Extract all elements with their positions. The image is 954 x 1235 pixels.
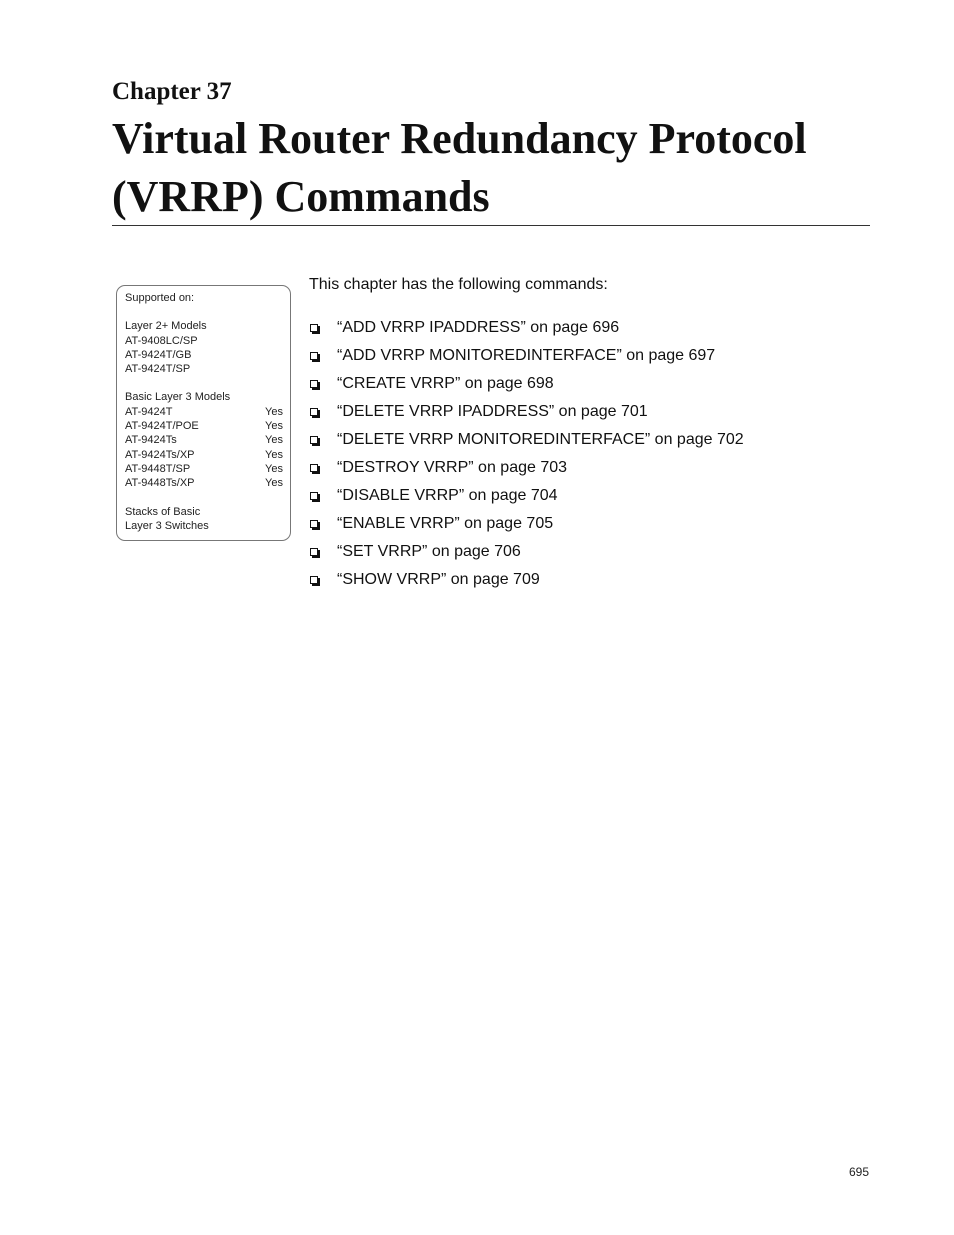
- command-item[interactable]: [309, 538, 744, 566]
- command-link[interactable]: “ADD VRRP MONITOREDINTERFACE” on page 697: [337, 347, 716, 364]
- support-heading: Supported on:: [125, 292, 195, 304]
- command-item[interactable]: [309, 510, 744, 538]
- support-value: Yes: [265, 462, 283, 475]
- command-item[interactable]: [309, 398, 744, 426]
- support-value: Yes: [265, 405, 283, 418]
- command-link[interactable]: “SET VRRP” on page 706: [337, 543, 521, 560]
- command-link[interactable]: “DELETE VRRP MONITOREDINTERFACE” on page 702: [337, 431, 744, 448]
- chapter-label: Chapter 37: [112, 78, 232, 105]
- checkbox-bullet-icon: [310, 380, 318, 388]
- checkbox-bullet-icon: [310, 576, 318, 584]
- command-item[interactable]: [309, 566, 744, 594]
- command-list: [309, 314, 744, 594]
- model-name: AT-9424Ts/XP: [125, 448, 195, 461]
- stacks-line: Stacks of Basic: [125, 505, 201, 518]
- checkbox-bullet-icon: [310, 520, 318, 528]
- checkbox-bullet-icon: [310, 324, 318, 332]
- model-row: [125, 405, 283, 419]
- command-link[interactable]: “SHOW VRRP” on page 709: [337, 571, 540, 588]
- command-item[interactable]: [309, 370, 744, 398]
- stacks-group: [125, 505, 283, 534]
- page-number: 695: [848, 1165, 869, 1179]
- command-link[interactable]: “ENABLE VRRP” on page 705: [337, 515, 554, 532]
- command-link[interactable]: “ADD VRRP IPADDRESS” on page 696: [337, 319, 620, 336]
- checkbox-bullet-icon: [310, 492, 318, 500]
- chapter-title: Virtual Router Redundancy Protocol (VRRP) Commands: [112, 114, 807, 221]
- checkbox-bullet-icon: [310, 548, 318, 556]
- layer3-title: Basic Layer 3 Models: [125, 391, 231, 404]
- model-item: AT-9408LC/SP: [125, 334, 198, 347]
- checkbox-bullet-icon: [310, 464, 318, 472]
- layer2-group: [125, 319, 283, 376]
- support-value: Yes: [265, 448, 283, 461]
- title-divider: [112, 225, 870, 226]
- model-row: [125, 448, 283, 462]
- checkbox-bullet-icon: [310, 436, 318, 444]
- checkbox-bullet-icon: [310, 408, 318, 416]
- command-item[interactable]: [309, 426, 744, 454]
- command-link[interactable]: “DISABLE VRRP” on page 704: [337, 487, 558, 504]
- command-link[interactable]: “DESTROY VRRP” on page 703: [337, 459, 568, 476]
- model-name: AT-9448T/SP: [125, 462, 191, 475]
- model-name: AT-9424T: [125, 405, 173, 418]
- supported-models-box: [116, 285, 291, 541]
- model-row: [125, 433, 283, 447]
- support-value: Yes: [265, 434, 283, 447]
- command-link[interactable]: “DELETE VRRP IPADDRESS” on page 701: [337, 403, 648, 420]
- model-row: [125, 419, 283, 433]
- command-item[interactable]: [309, 342, 744, 370]
- model-row: [125, 462, 283, 476]
- layer2-title: Layer 2+ Models: [125, 320, 207, 333]
- command-link[interactable]: “CREATE VRRP” on page 698: [337, 375, 554, 392]
- layer3-group: [125, 390, 283, 490]
- intro-text: This chapter has the following commands:: [309, 276, 608, 293]
- model-item: AT-9424T/SP: [125, 363, 191, 376]
- support-value: Yes: [265, 420, 283, 433]
- model-row: [125, 476, 283, 490]
- command-item[interactable]: [309, 454, 744, 482]
- support-value: Yes: [265, 477, 283, 490]
- checkbox-bullet-icon: [310, 352, 318, 360]
- model-name: AT-9448Ts/XP: [125, 477, 195, 490]
- command-item[interactable]: [309, 314, 744, 342]
- command-item[interactable]: [309, 482, 744, 510]
- model-item: AT-9424T/GB: [125, 348, 192, 361]
- model-name: AT-9424T/POE: [125, 420, 199, 433]
- model-name: AT-9424Ts: [125, 434, 177, 447]
- stacks-line: Layer 3 Switches: [125, 519, 209, 532]
